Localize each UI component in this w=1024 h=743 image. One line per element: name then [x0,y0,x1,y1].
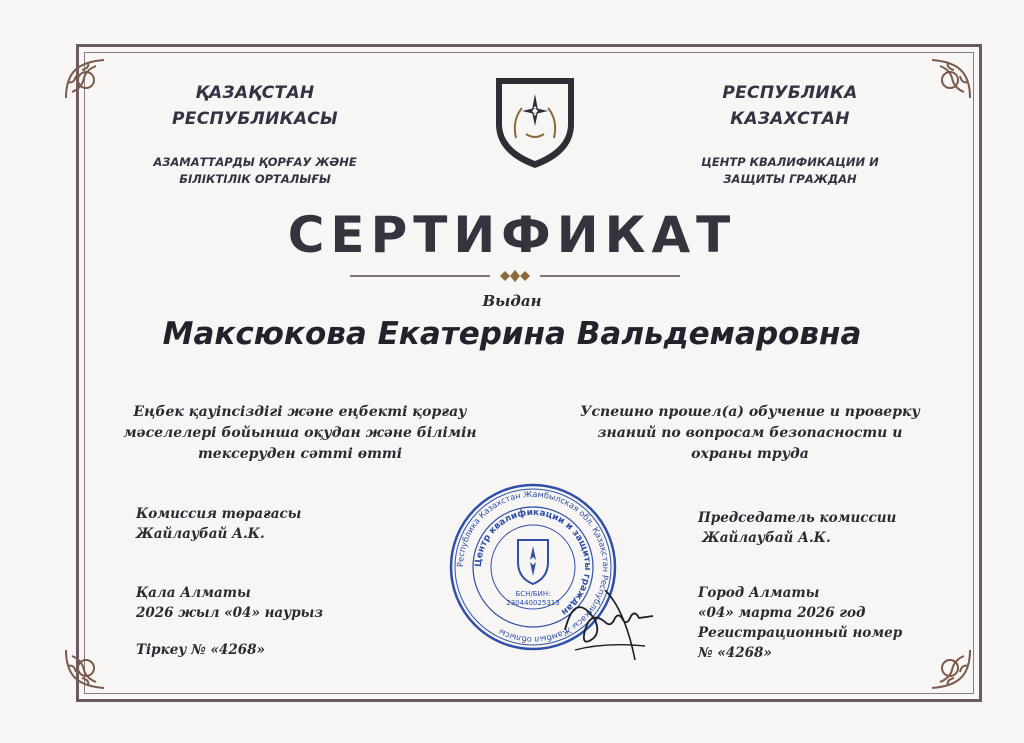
kz-text-line1: Еңбек қауіпсіздігі және еңбекті қорғау [133,404,467,420]
left-place-date-block [136,583,323,623]
left-chair-name: Жайлаубай А.К. [136,526,265,542]
left-chair-title: Комиссия төрағасы [136,506,302,522]
right-reg-label: Регистрационный номер [698,625,903,641]
right-chair-block [698,508,896,548]
right-place-date-block [698,583,902,663]
corner-ornament-top-right-icon [918,52,978,108]
left-reg-number: Тіркеу № «4268» [136,642,265,658]
ru-text-line2: знаний по вопросам безопасности и [597,425,903,441]
left-city: Қала Алматы [136,585,251,601]
header-left-country-line1: ҚАЗАҚСТАН [195,83,315,103]
ornamental-divider-icon [350,268,680,282]
handwritten-signature-icon [545,560,675,670]
header-right-country-line2: КАЗАХСТАН [730,109,850,129]
issued-label: Выдан [482,292,542,310]
seal-bin-number: 230440025313 [506,599,560,607]
ru-completion-text [570,402,930,465]
kz-text-line3: тексеруден сәтті өтті [197,446,403,462]
ru-text-line3: охраны труда [691,446,809,462]
right-reg-number: № «4268» [698,645,772,661]
seal-outer-text: Республика Казахстан Жамбылская обл. Қазақстан Республикасы Жамбыл облысы [454,488,612,646]
left-date: 2026 жыл «04» наурыз [136,605,324,621]
header-right-org-line1: ЦЕНТР КВАЛИФИКАЦИИ И [701,155,879,169]
header-left-country-line2: РЕСПУБЛИКАСЫ [172,109,338,129]
corner-ornament-bottom-right-icon [918,640,978,696]
header-right-country-line1: РЕСПУБЛИКА [722,83,858,103]
seal-middle-text: Центр квалификации и защиты граждан [473,507,593,617]
right-chair-name: Жайлаубай А.К. [702,530,831,546]
ru-text-line1: Успешно прошел(а) обучение и проверку [580,404,920,420]
header-left-org-line2: БІЛІКТІЛІК ОРТАЛЫҒЫ [179,172,331,186]
left-chair-block [136,504,301,544]
corner-ornament-bottom-left-icon [58,640,118,696]
shield-emblem-icon [492,72,578,172]
header-left-org-line1: АЗАМАТТАРДЫ ҚОРҒАУ ЖӘНЕ [153,155,357,169]
header-left [150,80,360,188]
seal-bin-label: БСН/БИН: [515,590,551,598]
header-right [690,80,890,188]
right-chair-title: Председатель комиссии [698,510,897,526]
certificate-title: СЕРТИФИКАТ [287,206,737,264]
kz-completion-text [120,402,480,465]
kz-text-line2: мәселелері бойынша оқудан және білімін [123,425,477,441]
right-city: Город Алматы [698,585,820,601]
right-date: «04» марта 2026 год [698,605,866,621]
header-right-org-line2: ЗАЩИТЫ ГРАЖДАН [723,172,857,186]
recipient-name: Максюкова Екатерина Вальдемаровна [162,316,862,352]
corner-ornament-top-left-icon [58,52,118,108]
